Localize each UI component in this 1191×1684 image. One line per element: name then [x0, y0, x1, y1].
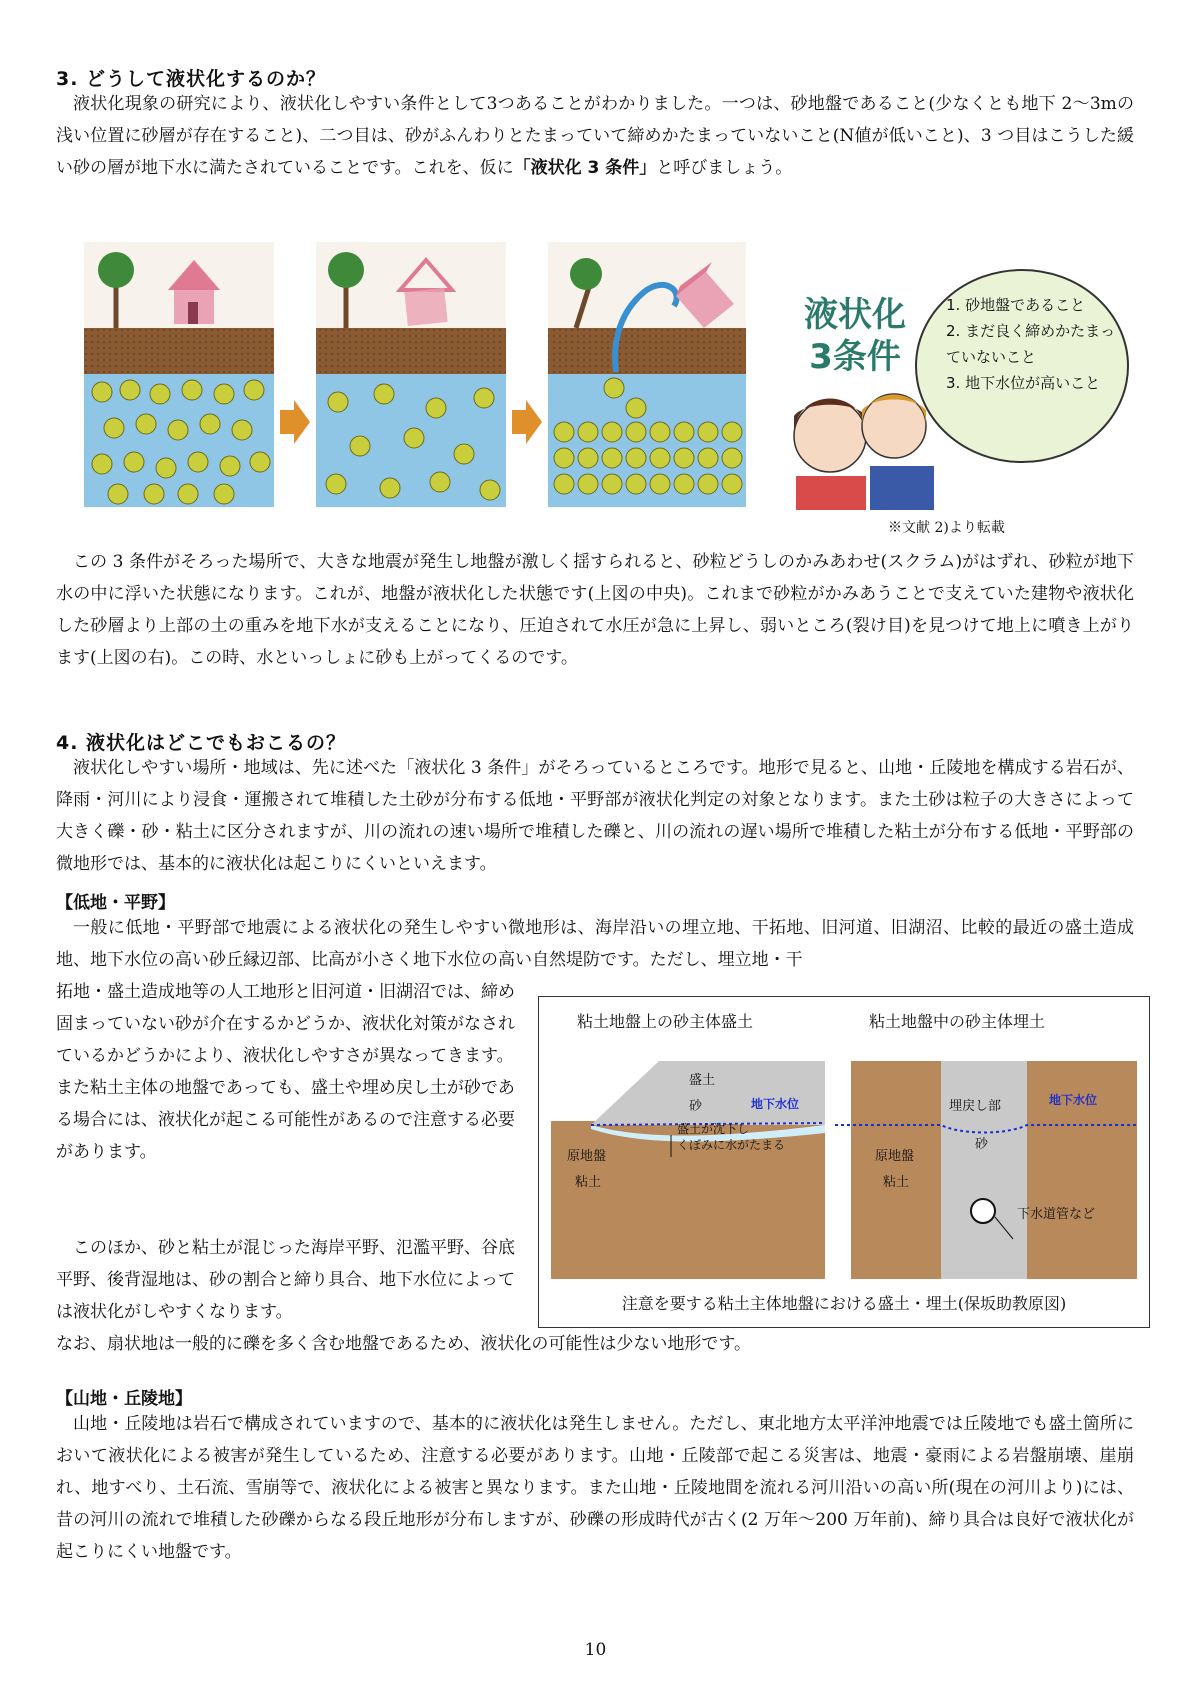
- diagram-caption: 注意を要する粘土主体地盤における盛土・埋土(保坂助教原図): [621, 1294, 1067, 1313]
- diagram-right-title: 粘土地盤中の砂主体埋土: [869, 1012, 1046, 1031]
- conditions-list: [946, 292, 1122, 396]
- label-water-left: 地下水位: [751, 1097, 800, 1111]
- label-clay-right: 粘土: [883, 1175, 910, 1190]
- label-fill: 盛土: [689, 1073, 716, 1088]
- label-sand-left: 砂: [689, 1099, 703, 1114]
- boy-face: [862, 394, 926, 458]
- embankment-diagram-drawing: [551, 1049, 1137, 1285]
- label-note: 盛土が沈下し くぼみに水がたまる: [677, 1122, 786, 1152]
- label-base-left: 原地盤: [567, 1149, 607, 1164]
- condition-3: 3. 地下水位が高いこと: [946, 374, 1101, 392]
- girl-face: [794, 400, 866, 472]
- arrow-right-icon: [280, 400, 310, 444]
- condition-2: 2. まだ良く締めかたまっていないこと: [946, 322, 1116, 366]
- figure-credit: ※文献 2)より転載: [888, 520, 1005, 536]
- page-number: 10: [584, 1640, 607, 1660]
- diagram-left-title: 粘土地盤上の砂主体盛土: [577, 1012, 754, 1031]
- arrow-right-icon: [512, 400, 542, 444]
- section4-paragraph-2-wrap: 拓地・盛土造成地等の人工地形と旧河道・旧湖沼では、締め固まっていない砂が介在するかどうか、液状化対策がなされているかどうかにより、液状化しやすさが異なってきます。また粘土主体の地盤であっても、盛土や埋め戻し土が砂である場合には、液状化が起こる可能性があるので注意する必要があります。: [56, 982, 515, 1162]
- label-water-right: 地下水位: [1049, 1093, 1098, 1107]
- section3-heading: 3. どうして液状化するのか？: [56, 68, 327, 90]
- label-base-right: 原地盤: [875, 1149, 915, 1164]
- condition-1: 1. 砂地盤であること: [946, 296, 1086, 314]
- liquefaction-illustration: [84, 232, 746, 524]
- section4-paragraph-3-wrap: このほか、砂と粘土が混じった海岸平野、氾濫平野、谷底平野、後背湿地は、砂の割合と締り具合、地下水位によっては液状化がしやすくなります。: [56, 1238, 515, 1322]
- section4-paragraph-2-full: 一般に低地・平野部で地震による液状化の発生しやすい微地形は、海岸沿いの埋立地、干拓地、旧河道、旧湖沼、比較的最近の盛土造成地、地下水位の高い砂丘縁辺部、比高が小さく地下水位の高い自然堤防です。ただし、埋立地・干: [56, 918, 1134, 970]
- panel-liquefied: [316, 242, 506, 507]
- embankment-diagram: [538, 996, 1150, 1328]
- section4-heading: 4. 液状化はどこでもおこるの？: [56, 732, 347, 754]
- section3-paragraph-2: この 3 条件がそろった場所で、大きな地震が発生し地盤が激しく揺すられると、砂粒どうしのかみあわせ(スクラム)がはずれ、砂粒が地下水の中に浮いた状態になります。これが、地盤が液状化した状態です(上図の中央)。これまで砂粒がかみあうことで支えていた建物や液状化した砂層より上部の土の重みを地下水が支えることになり、圧迫されて水圧が急に上昇し、弱いところ(裂け目)を見つけて地上に噴き上がります(上図の右)。この時、水といっしょに砂も上がってくるのです。: [56, 552, 1134, 668]
- section4-paragraph-4: 山地・丘陵地は岩石で構成されていますので、基本的に液状化は発生しません。ただし、東北地方太平洋沖地震では丘陵地でも盛土箇所において液状化による被害が発生しているため、注意する必要があります。山地・丘陵部で起こる災害は、地震・豪雨による岩盤崩壊、崖崩れ、地すべり、土石流、雪崩等で、液状化による被害と異なります。また山地・丘陵地間を流れる河川沿いの高い所(現在の河川より)には、昔の河川の流れで堆積した砂礫からなる段丘地形が分布しますが、砂礫の形成時代が古く(2 万年～200 万年前)、締り具合は良好で液状化が起こりにくい地盤です。: [56, 1414, 1134, 1562]
- subheading-mountain: 【山地・丘陵地】: [56, 1389, 192, 1409]
- label-clay-left: 粘土: [575, 1175, 602, 1190]
- label-sand-right: 砂: [975, 1137, 989, 1152]
- section3-paragraph-1: 液状化現象の研究により、液状化しやすい条件として3つあることがわかりました。一つは、砂地盤であること(少なくとも地下 2～3mの浅い位置に砂層が存在すること)、二つ目は、砂がふんわりとたまっていて締めかたまっていないこと(N値が低いこと)、3 つ目はこうした緩い砂の層が地下水に満たされていることです。これを、仮に「液状化 3 条件」と呼びましょう。: [56, 94, 1134, 178]
- panel-eruption: [548, 242, 746, 507]
- conditions-title: 液状化 3条件: [804, 295, 906, 377]
- subheading-lowland: 【低地・平野】: [56, 893, 175, 913]
- section4-paragraph-1: 液状化しやすい場所・地域は、先に述べた「液状化 3 条件」がそろっているところです。地形で見ると、山地・丘陵地を構成する岩石が、降雨・河川により浸食・運搬されて堆積した土砂が分布する低地・平野部が液状化判定の対象となります。また土砂は粒子の大きさによって大きく礫・砂・粘土に区分されますが、川の流れの速い場所で堆積した礫と、川の流れの遅い場所で堆積した粘土が分布する低地・平野部の微地形では、基本的に液状化は起こりにくいといえます。: [56, 758, 1134, 874]
- label-pipe: 下水道管など: [1017, 1207, 1096, 1222]
- label-backfill: 埋戻し部: [949, 1099, 1002, 1114]
- panel-before: [84, 242, 274, 507]
- section4-paragraph-3-tail: なお、扇状地は一般的に礫を多く含む地盤であるため、液状化の可能性は少ない地形です。: [56, 1334, 751, 1354]
